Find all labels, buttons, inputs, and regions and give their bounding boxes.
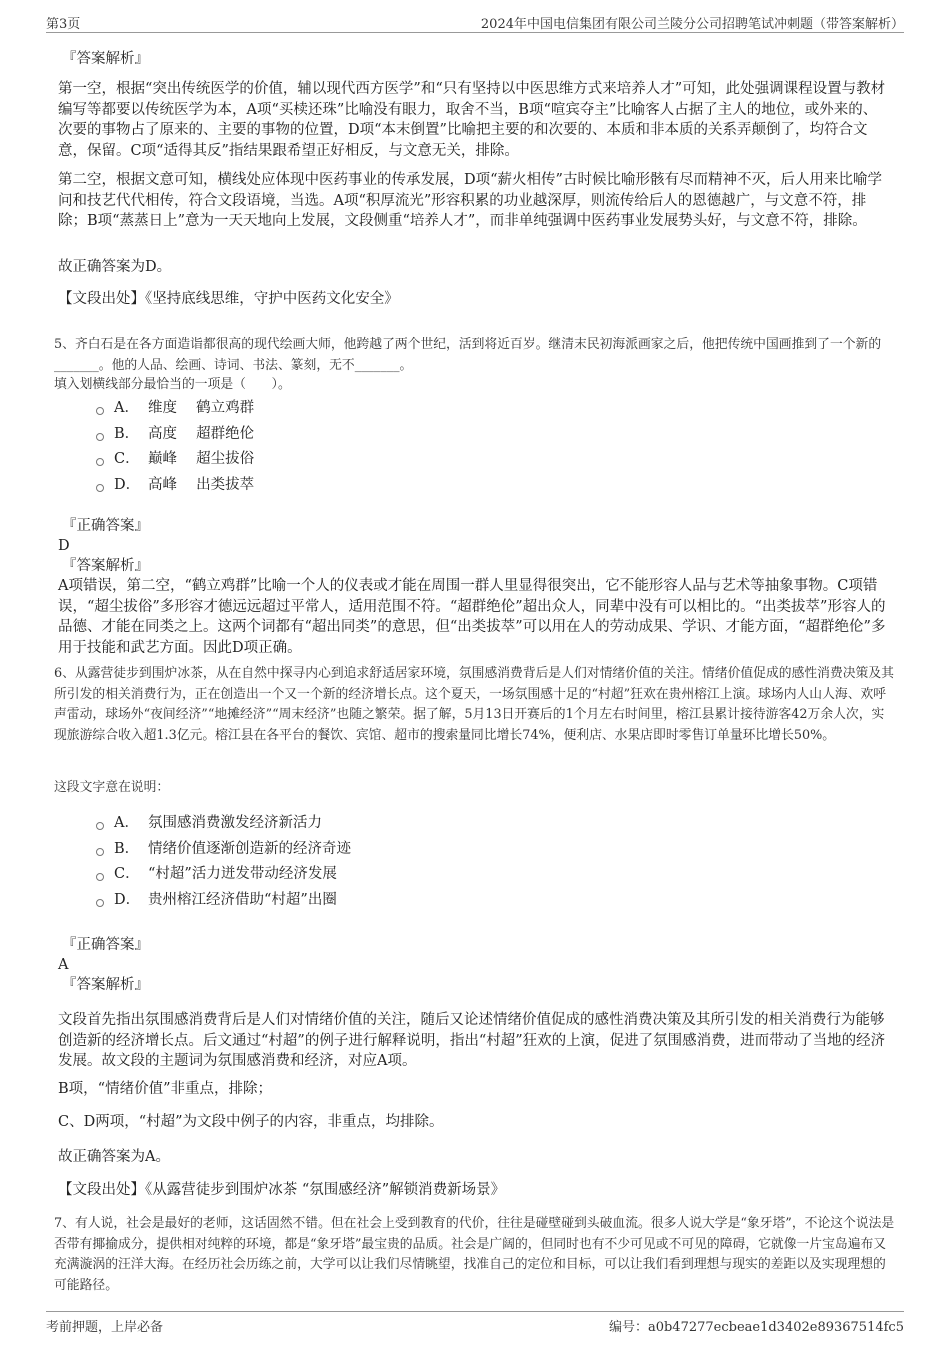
q6-conclusion: 故正确答案为A。 [58,1149,170,1165]
document-title: 2024年中国电信集团有限公司兰陵分公司招聘笔试冲刺题（带答案解析） [480,17,904,32]
q4-analysis-title: 『答案解析』 [62,51,149,67]
page-header [46,10,904,33]
q5-analysis-title: 『答案解析』 [62,558,149,574]
q6-source: 【文段出处】《从露营徒步到围炉冰茶 “氛围感经济”解锁消费新场景》 [58,1182,506,1198]
q5-prompt: 填入划横线部分最恰当的一项是（ ）。 [54,377,291,392]
q6-option-d[interactable]: D． 贵州榕江经济借助“村超”出圈 [96,887,351,913]
q7-stem: 7、有人说，社会是最好的老师，这话固然不错。但在社会上受到教育的代价，往往是碰壁碰到头破血流。很多人说大学是“象牙塔”，不论这个说法是否带有揶揄成分，提供相对纯粹的环境，都是“象牙塔”最宝贵的品质。社会是广阔的，但同时也有不少可见或不可见的障碍，它就像一片宝岛遍布又充满漩涡的汪洋大海。在经历社会历练之前，大学可以让我们尽情眺望，找准自己的定位和目标，可以让我们看到理想与现实的差距以及实现理想的可能路径。 [54,1216,895,1293]
q5-stem: 5、齐白石是在各方面造诣都很高的现代绘画大师，他跨越了两个世纪，活到将近百岁。继清末民初海派画家之后，他把传统中国画推到了一个新的_______。他的人品、绘画、诗词、书法、篆刻，无不_______。 [54,337,882,373]
radio-icon[interactable] [96,822,104,830]
radio-icon[interactable] [96,433,104,441]
q6-prompt: 这段文字意在说明： [54,780,170,795]
q4-source: 【文段出处】《坚持底线思维，守护中医药文化安全》 [58,291,399,307]
q6-stem: 6、从露营徒步到围炉冰茶，从在自然中探寻内心到追求舒适居家环境，氛围感消费背后是人们对情绪价值的关注。情绪价值促成的感性消费决策及其所引发的相关消费行为，正在创造出一个又一个新的经济增长点。这个夏天，一场氛围感十足的“村超”狂欢在贵州榕江上演。球场内人山人海、欢呼声雷动，球场外“夜间经济”“地摊经济”“周末经济”也随之繁荣。据了解，5月13日开赛后的1个月左右时间里，榕江县累计接待游客42万余人次，实现旅游综合收入超1.3亿元。榕江县在各平台的餐饮、宾馆、超市的搜索量同比增长74%，便利店、水果店即时零售订单量环比增长50%。 [54,666,894,743]
radio-icon[interactable] [96,899,104,907]
footer-serial [609,1316,904,1335]
radio-icon[interactable] [96,458,104,466]
page-footer [46,1311,904,1334]
q6-option-a[interactable]: A． 氛围感消费激发经济新活力 [96,810,351,836]
q5-option-c[interactable]: C． 巅峰 超尘拔俗 [96,447,254,473]
radio-icon[interactable] [96,407,104,415]
q6-analysis-para3: C、D两项，“村超”为文段中例子的内容，非重点，均排除。 [58,1114,444,1130]
footer-motto: 考前押题，上岸必备 [46,1320,164,1335]
q5-option-b[interactable]: B． 高度 超群绝伦 [96,421,254,447]
q5-option-d[interactable]: D． 高峰 出类拔萃 [96,472,254,498]
serial-value: a0b47277ecbeae1d3402e89367514fc5 [647,1320,904,1335]
q5-option-a[interactable]: A． 维度 鹤立鸡群 [96,395,254,421]
serial-label: 编号： [608,1320,648,1335]
q4-conclusion: 故正确答案为D。 [58,259,172,275]
q6-options [96,810,351,913]
q5-answer: D [58,538,70,554]
q6-option-c[interactable]: C． “村超”活力迸发带动经济发展 [96,862,351,888]
q6-analysis-title: 『答案解析』 [62,977,149,993]
q6-answer: A [58,957,69,973]
q6-analysis-para2: B项，“情绪价值”非重点，排除； [58,1081,272,1097]
q5-analysis: A项错误，第二空，“鹤立鸡群”比喻一个人的仪表或才能在周围一群人里显得很突出，它不能形容人品与艺术等抽象事物。C项错误，“超尘拔俗”多形容才德远远超过平常人，适用范围不符。“超群绝伦”超出众人，同辈中没有可以相比的。“出类拔萃”形容人的品德、才能在同类之上。这两个词都有“超出同类”的意思，但“出类拔萃”可以用在人的劳动成果、学识、才能方面，“超群绝伦”多用于技能和武艺方面。因此D项正确。 [58,578,886,656]
q6-option-b[interactable]: B． 情绪价值逐渐创造新的经济奇迹 [96,836,351,862]
radio-icon[interactable] [96,484,104,492]
q5-answer-title: 『正确答案』 [62,518,149,534]
q6-answer-title: 『正确答案』 [62,937,149,953]
q5-options [96,395,254,498]
page-number: 第3页 [46,17,81,32]
radio-icon[interactable] [96,848,104,856]
q4-analysis-para2: 第二空，根据文意可知，横线处应体现中医药事业的传承发展，D项“薪火相传”古时候比喻形骸有尽而精神不灭，后人用来比喻学问和技艺代代相传，符合文段语境，当选。A项“积厚流光”形容积累的功业越深厚，则流传给后人的恩德越广，与文意不符，排除；B项“蒸蒸日上”意为一天天地向上发展，文段侧重“培养人才”，而非单纯强调中医药事业发展势头好，与文意不符，排除。 [58,172,882,229]
q6-analysis-para1: 文段首先指出氛围感消费背后是人们对情绪价值的关注，随后又论述情绪价值促成的感性消费决策及其所引发的相关消费行为能够创造新的经济增长点。后文通过“村超”的例子进行解释说明，指出“村超”狂欢的上演，促进了氛围感消费，进而带动了当地的经济发展。故文段的主题词为氛围感消费和经济，对应A项。 [58,1012,886,1069]
q4-analysis-para1: 第一空，根据“突出传统医学的价值，辅以现代西方医学”和“只有坚持以中医思维方式来培养人才”可知，此处强调课程设置与教材编写等都要以传统医学为本，A项“买椟还珠”比喻没有眼力，取舍不当，B项“喧宾夺主”比喻客人占据了主人的地位，或外来的、次要的事物占了原来的、主要的事物的位置，D项“本末倒置”比喻把主要的和次要的、本质和非本质的关系弄颠倒了，均符合文意，保留。C项“适得其反”指结果跟希望正好相反，与文意无关，排除。 [58,81,886,159]
radio-icon[interactable] [96,873,104,881]
